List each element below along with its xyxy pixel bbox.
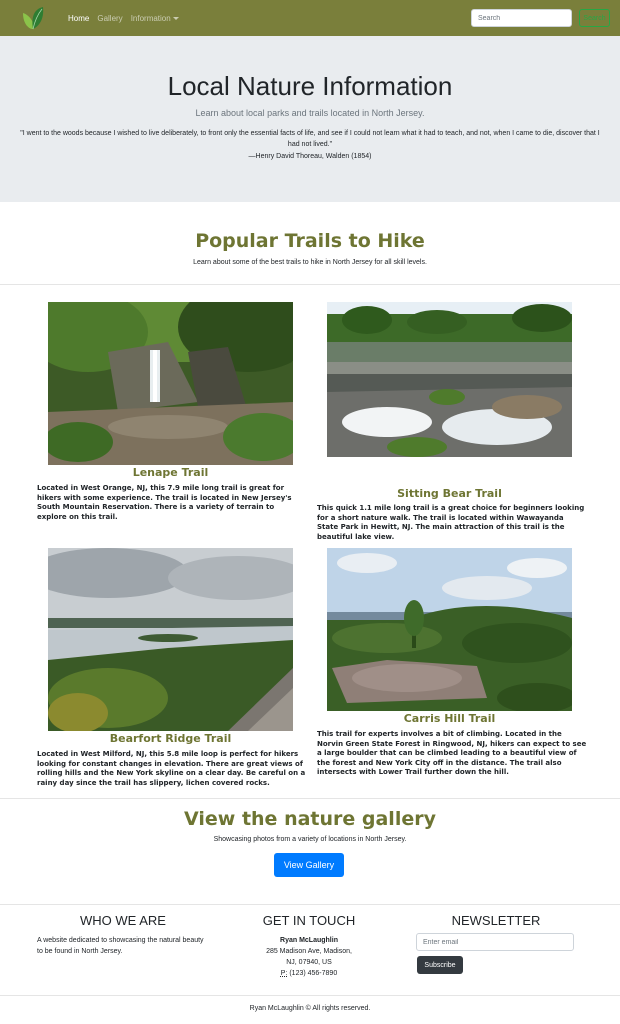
nav-home[interactable]: Home [68,13,90,23]
footer-phone [223,968,395,979]
waterfall-photo [48,302,293,465]
footer-about-text: A website dedicated to showcasing the natural beauty to be found in North Jersey. [37,937,204,955]
footer-about-heading: WHO WE ARE [80,913,166,928]
card-text-carris-hill: This trail for experts involves a bit of climbing. Located in the Norvin Green State Forest in Ringwood, NJ, hikers can expect to see a large boulder that can be climbed leading to a beautiful view of the forest and New York City off in the distance. The trail also intersects with Lower Trail further down the hill. [317,730,587,776]
footer-newsletter-heading: NEWSLETTER [451,913,541,928]
search-input[interactable] [471,9,572,27]
lake-overlook-photo [48,548,293,731]
divider [0,284,620,285]
gallery-subtitle: Showcasing photos from a variety of locations in North Jersey. [213,836,407,843]
navbar [0,0,620,36]
search-button[interactable]: Search [579,9,610,27]
footer-contact-name: Ryan McLaughlin [280,937,338,944]
card-text-lenape: Located in West Orange, NJ, this 7.9 mile long trail is great for hikers with some experience. The trail is located in New Jersey's South Mountain Reservation. There is a variety of terrain to explore on this trail. [37,484,292,521]
caret-down-icon [173,17,179,20]
subscribe-button[interactable]: Subscribe [417,956,463,974]
hero-lead: Learn about local parks and trails located in North Jersey. [195,108,425,118]
dam-rapids-photo [327,302,572,457]
divider [0,995,620,996]
phone-label: P: [280,970,288,977]
card-text-sitting-bear: This quick 1.1 mile long trail is a great choice for beginners looking for a short nature walk. The trail is located within Wawayanda State Park in Hewitt, NJ. The main attraction of this trail is the beautiful lake view. [317,504,585,541]
card-title-lenape: Lenape Trail [132,466,209,479]
view-gallery-button[interactable]: View Gallery [274,853,344,877]
hill-summit-photo [327,548,572,711]
card-title-bearfort: Bearfort Ridge Trail [109,732,232,745]
nav-information-label: Information [130,13,171,23]
nav-links [68,0,179,36]
nav-gallery[interactable]: Gallery [97,13,123,23]
copyright: Ryan McLaughlin © All rights reserved. [249,1005,371,1012]
gallery-title: View the nature gallery [184,808,436,830]
card-title-carris-hill: Carris Hill Trail [403,712,496,725]
trails-subtitle: Learn about some of the best trails to hike in North Jersey for all skill levels. [193,259,427,266]
hero-title: Local Nature Information [167,71,453,101]
newsletter-email-input[interactable] [416,933,574,951]
card-text-bearfort: Located in West Milford, NJ, this 5.8 mile loop is perfect for hikers looking for constant changes in elevation. There are great views of rolling hills and the New York skyline on a clear day. Be careful on a rainy day since the trail has slippery, lichen covered rocks. [37,750,306,787]
leaf-icon[interactable] [20,5,46,31]
footer-address-line2: NJ, 07940, US [286,959,332,966]
divider [0,798,620,799]
nav-information-dropdown[interactable] [131,14,179,23]
hero-quote-citation: —Henry David Thoreau, Walden (1854) [248,153,372,160]
card-title-sitting-bear: Sitting Bear Trail [397,487,502,500]
trails-title: Popular Trails to Hike [195,230,425,252]
hero-jumbotron [0,36,620,202]
footer-contact-heading: GET IN TOUCH [262,913,356,928]
footer-address-line1: 285 Madison Ave, Madison, [266,948,352,955]
hero-quote: "I went to the woods because I wished to live deliberately, to front only the essential facts of life, and see if I could not learn what it had to teach, and not, when I came to die, discover that I had not lived." [20,130,600,148]
phone-number: (123) 456-7890 [289,970,338,977]
